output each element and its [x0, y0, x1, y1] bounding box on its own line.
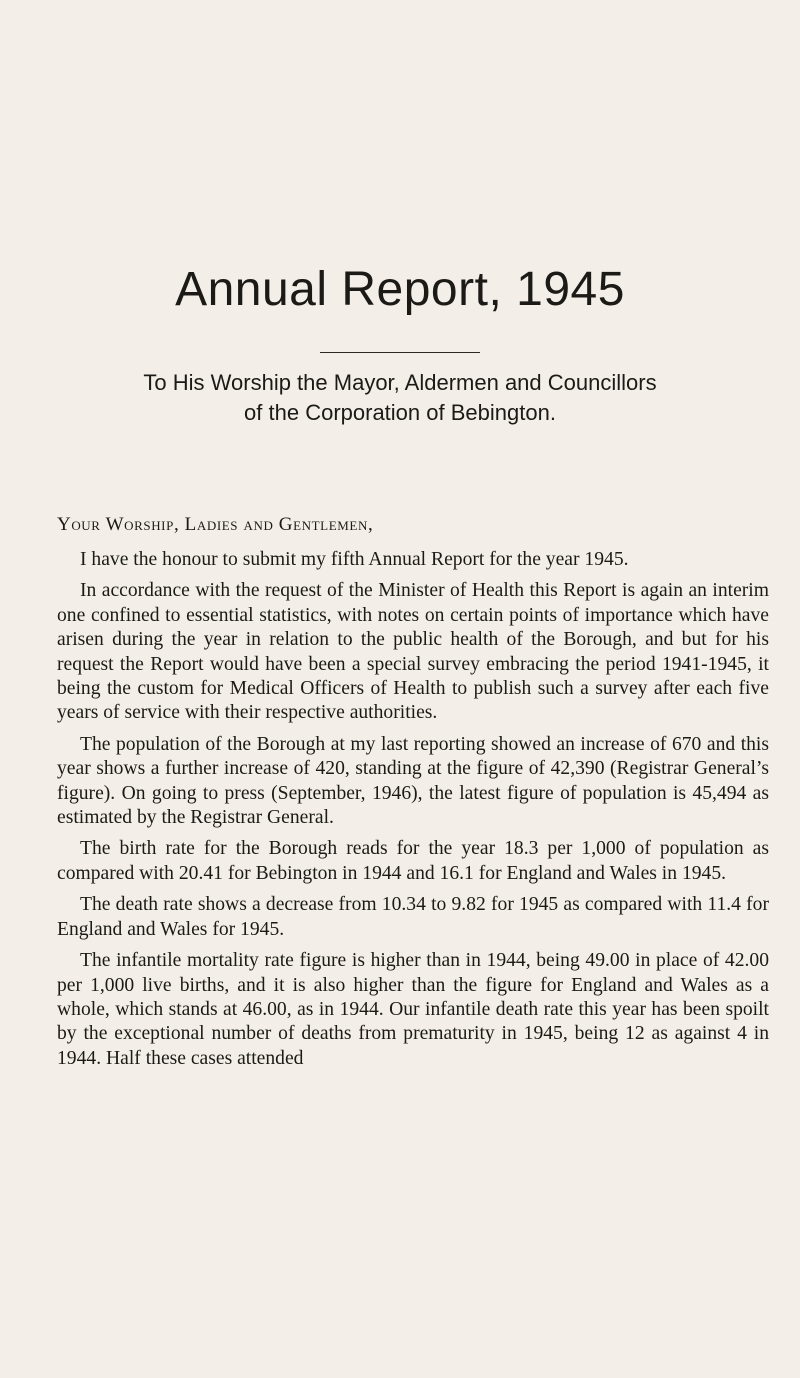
paragraph-1: I have the honour to submit my fifth Annual Report for the year 1945.: [80, 549, 629, 570]
paragraph-3: The population of the Borough at my last reporting showed an increase of 670 and this year shows a further increase of 420, standing at the figure of 42,390 (Registrar General’s figure). On going to press (September, 1946), the latest figure of population is 45,494 as estimated by the Registrar General.: [57, 733, 769, 829]
address-line-2: of the Corporation of Bebington.: [244, 400, 556, 425]
address-line-1: To His Worship the Mayor, Aldermen and Councillors: [143, 370, 657, 395]
paragraph-4: The birth rate for the Borough reads for the year 18.3 per 1,000 of population as compared with 20.41 for Bebington in 1944 and 16.1 for England and Wales in 1945.: [57, 838, 769, 884]
paragraph-2: In accordance with the request of the Minister of Health this Report is again an interim one confined to essential statistics, with notes on certain points of importance which have arisen during the year in relation to the public health of the Borough, and but for his request the Report would have been a special survey embracing the period 1941-1945, it being the custom for Medical Officers of Health to publish such a survey after each five years of service with their respective authorities.: [57, 580, 769, 724]
salutation: Your Worship, Ladies and Gentlemen,: [57, 514, 374, 535]
title-divider: [320, 352, 480, 353]
paragraph-5: The death rate shows a decrease from 10.34 to 9.82 for 1945 as compared with 11.4 for England and Wales for 1945.: [57, 894, 769, 940]
paragraph-6: The infantile mortality rate figure is higher than in 1944, being 49.00 in place of 42.00 per 1,000 live births, and it is also higher than the figure for England and Wales as a whole, which stands at 46.00, as in 1944. Our infantile death rate this year has been spoilt by the exceptional number of deaths from prematurity in 1945, being 12 as against 4 in 1944. Half these cases attended: [57, 950, 769, 1069]
report-body: [57, 548, 769, 1078]
report-title: Annual Report, 1945: [175, 263, 625, 316]
address-block: [30, 368, 770, 428]
